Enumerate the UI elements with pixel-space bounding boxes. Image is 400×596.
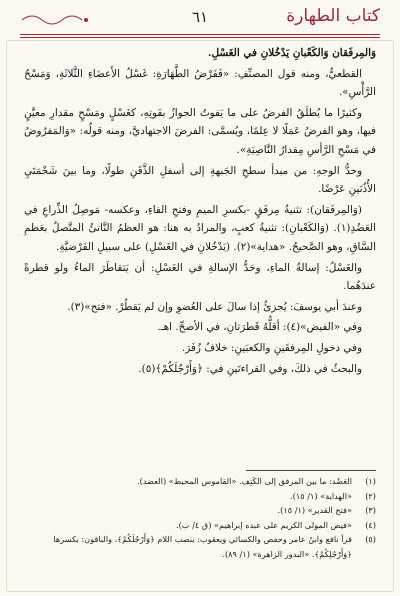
header-rule [20,34,380,35]
paragraph: وكثيرًا ما يُطلَقُ الفرضُ على ما يَفوتُ الجوازُ بفَوتِهِ، كغَسْلٍ ومَسْحٍ مقدارِ معيَّنٍ فيها، وهو الفرضُ عَمَلًا لا عِلمًا، ويُسمَّى: الفرضَ الاجتهاديَّ، ومنه قولُه: «وَالمَفرُوضُ في مَسْحِ الرَّأسِ مِقدارُ النَّاصِيَةِ». [24,106,376,156]
footnote-text: قرأ نافع وابنُ عامر وحفص والكسائي ويعقوب: بنصب اللام ﴿وَأَرْجُلَكُمْ﴾، والباقون: بكسرها ﴿وَأَرْجُلِكُمْ﴾. «البدور الزاهرة» (١/ ٨٩). [53,534,352,559]
paragraph: القطعيُّ، ومنه قول المصنِّفِ: «فَفَرْضُ الطَّهَارَةِ: غَسْلُ الأَعضَاءِ الثَّلاثَةِ، وَمَسْحُ الرَّأْسِ». [24,67,376,99]
header-rule-thin [20,37,380,38]
footnote-number: (٢) [365,490,376,501]
footnote [24,532,376,561]
footnote [24,489,376,504]
paragraph: وفي دخولِ المِرفقَينِ والكعبَينِ: خلافُ زُفَرَ. [181,341,362,354]
matn-line: وَالمِرفَقان وَالكَعْبانِ يَدْخُلانِ في الغَسْلِ. [207,47,376,59]
footnote-text: «الهداية» (١/ ١٥). [290,490,352,501]
footnote-number: (٤) [365,519,376,530]
header-ornament-icon [20,12,90,28]
footnote-number: (٥) [365,534,376,545]
paragraph: (وَالمِرفَقان): تثنيةُ مِرفَقٍ -بكسرِ الميمِ وفتحِ الفاءِ، وعكسه- مَوصِلُ الذِّراعِ في العَضُدِ(١). (وَالكَعْبانِ): تثنيةُ كعبٍ، والمرادُ به هنا: هو العظمُ النَّاتئُ المتَّصلُ بعَظمِ السَّاقِ، وهو الصَّحيحُ. «هداية»(٢). (يَدْخُلانِ في الغَسْلِ) على سبيلِ الفَرْضيَّةِ. [24,203,376,253]
paragraph: وعندَ أبي يوسفَ: يُجزئُ إذا سالَ على العُضوِ وإن لم يَقطُرْ. «فتح»(٣). [67,300,362,313]
paragraph: وفي «الفيض»(٤): أقلُّهُ قَطرَتانِ، في الأصحِّ. اهـ. [157,321,362,334]
footnote-text: «فيض المولى الكريم على عبده إبراهيم» (ق ٤/ ب). [175,519,352,530]
footnote [24,474,376,489]
footnote-number: (١) [365,476,376,486]
paragraph: والغَسْلُ: إسالةُ الماءِ، وحَدُّ الإسالةِ في الغَسْلِ: أن يَتقاطَرَ الماءُ ولو قطرةً عندَهُما. [24,261,376,293]
page-number: ٦١ [191,8,209,26]
book-title: كتاب الطهارة [286,6,380,26]
paragraph: والبحثُ في ذلكَ، وفي القراءتَينِ في: ﴿وَأَرْجُلَكُمْ﴾(٥). [138,362,362,375]
footnote-text: «فتح القدير» (١/ ١٥). [277,505,352,516]
main-text [24,44,376,380]
page-header [20,6,380,36]
footnotes [24,474,376,562]
footnote [24,503,376,518]
footnote [24,518,376,533]
footnote-number: (٣) [365,505,376,516]
footnote-divider [246,470,376,471]
paragraph: وحدُّ الوجهِ: من مبدأ سطحِ الجَبهةِ إلى أسفلِ الذَّقَنِ طولًا، وما بينَ شَحْمَتَيِ الأُذُنَينِ عَرْضًا. [24,164,376,196]
footnote-text: العَضُد: ما بين المرفق إلى الكَتِف. «القاموس المحيط» (العضد). [137,476,352,486]
